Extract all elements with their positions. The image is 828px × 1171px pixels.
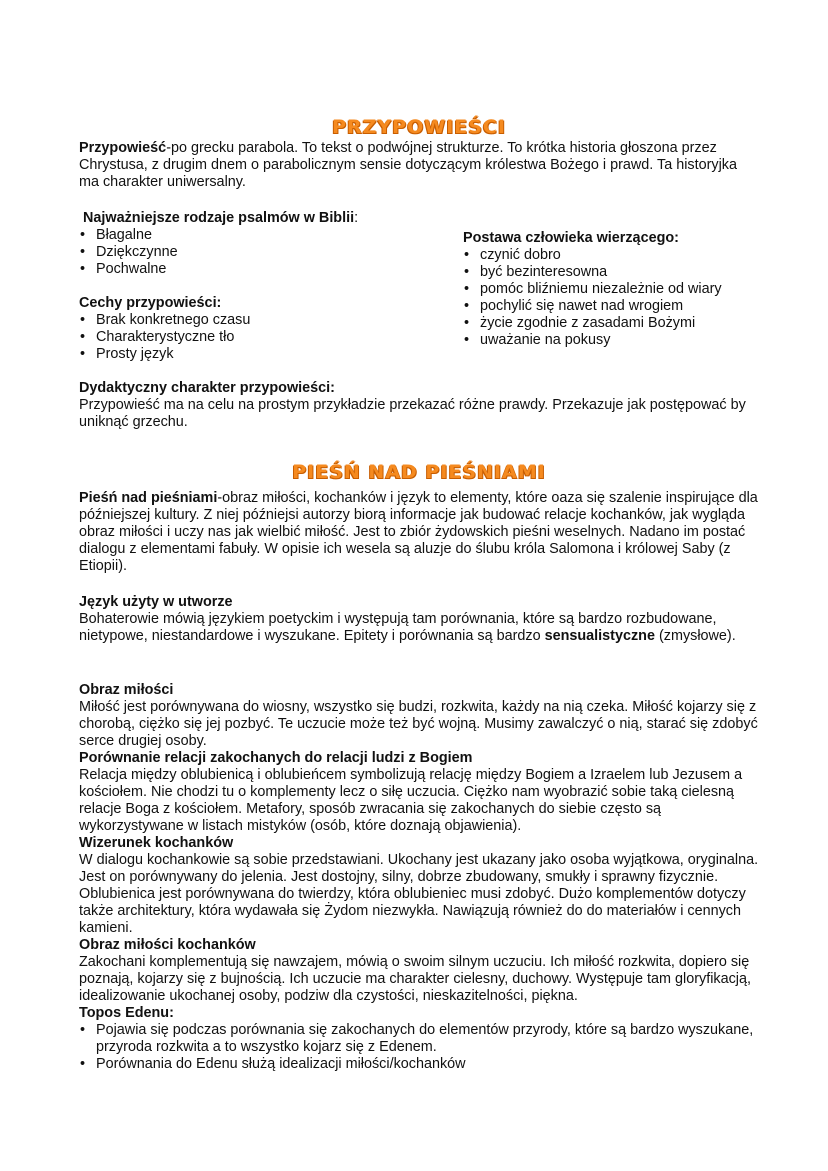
psalm-types-block bbox=[79, 210, 439, 278]
language-heading: Język użyty w utworze bbox=[79, 594, 233, 610]
eden-list bbox=[79, 1022, 759, 1073]
believer-attitude-block bbox=[463, 230, 763, 349]
list-item: • Dziękczynne bbox=[79, 244, 439, 261]
list-item: • Prosty język bbox=[79, 346, 439, 363]
list-item: • Brak konkretnego czasu bbox=[79, 312, 439, 329]
language-suffix: (zmysłowe). bbox=[654, 628, 736, 644]
psalm-types-list bbox=[79, 227, 439, 278]
list-item: • uważanie na pokusy bbox=[463, 332, 763, 349]
psalm-types-heading: Najważniejsze rodzaje psalmów w Biblii bbox=[83, 210, 355, 226]
list-item: • Błagalne bbox=[79, 227, 439, 244]
parable-definition bbox=[79, 140, 759, 191]
list-item: • Charakterystyczne tło bbox=[79, 329, 439, 346]
song-term: Pieśń nad pieśniami bbox=[79, 490, 218, 506]
lovers-love-heading: Obraz miłości kochanków bbox=[79, 937, 256, 953]
comparison-heading: Porównanie relacji zakochanych do relacji ludzi z Bogiem bbox=[79, 750, 473, 766]
parable-term: Przypowieść bbox=[79, 140, 167, 156]
didactic-block bbox=[79, 380, 759, 431]
language-block bbox=[79, 594, 759, 645]
list-item: • pomóc bliźniemu niezależnie od wiary bbox=[463, 281, 763, 298]
song-definition-text: -obraz miłości, kochanków i język to elementy, które oaza się szalenie inspirujące dla późniejszej kultury. Z niej późniejsi autorzy biorą informacje jak budować relacje kochanków, jak wygląda obraz miłości i uczy nas jak wielbić miłość. Jest to zbiór żydowskich pieśni weselnych. Nadano im postać dialogu z elementami fabuły. W opisie ich wesela są aluzje do ślubu króla Salomona i królowej Saby (z Etiopii). bbox=[79, 490, 758, 574]
parable-features-heading: Cechy przypowieści: bbox=[79, 295, 222, 311]
section-title-song-of-songs: PIEŚŃ NAD PIEŚNIAMI bbox=[292, 461, 546, 483]
love-image-text: Miłość jest porównywana do wiosny, wszystko się budzi, rozkwita, każdy na nią czeka. Miłość kojarzy się z chorobą, ciężko się jej pozbyć. Te uczucie może też być wojną. Musimy zawalczyć o nią, starać się zdobyć serce drugiej osoby. bbox=[79, 699, 758, 749]
section-title-parables: PRZYPOWIEŚCI bbox=[332, 116, 506, 138]
lovers-love-text: Zakochani komplementują się nawzajem, mówią o swoim silnym uczuciu. Ich miłość rozkwita, dopiero się poznają, kojarzy się z bujnością. Ich uczucie ma charakter cielesny, duchowy. Występuje tam gloryfikacją, idealizowanie ukochanej osoby, podziw dla czystości, nieskazitelności, piękna. bbox=[79, 954, 751, 1004]
love-image-block bbox=[79, 682, 759, 1073]
parable-features-block bbox=[79, 295, 439, 363]
list-item: • Porównania do Edenu służą idealizacji miłości/kochanków bbox=[79, 1056, 759, 1073]
list-item: • życie zgodnie z zasadami Bożymi bbox=[463, 315, 763, 332]
list-item: • być bezinteresowna bbox=[463, 264, 763, 281]
lovers-image-text: W dialogu kochankowie są sobie przedstawiani. Ukochany jest ukazany jako osoba wyjątkowa, oryginalna. Jest on porównywany do jelenia. Jest dostojny, silny, dobrze zbudowany, smukły i sprawny fizycznie. Oblubienica jest porównywana do twierdzy, która oblubieniec musi zdobyć. Dużo komplementów dotyczy także architektury, która wydawała się Żydom niezwykła. Nawiązują również do do materiałów i cennych kamieni. bbox=[79, 852, 759, 936]
didactic-text: Przypowieść ma na celu na prostym przykładzie przekazać różne prawdy. Przekazuje jak postępować by uniknąć grzechu. bbox=[79, 397, 746, 430]
song-definition bbox=[79, 490, 759, 575]
believer-attitude-heading: Postawa człowieka wierzącego: bbox=[463, 230, 679, 246]
believer-attitude-list bbox=[463, 247, 763, 349]
comparison-text: Relacja między oblubienicą i oblubieńcem symbolizują relację między Bogiem a Izraelem lub Jezusem a kościołem. Nie chodzi tu o komplementy lecz o siłę uczucia. Ciężko nam wyobrazić sobie taką cielesną relacje Boga z kościołem. Metafory, sposób zwracania się zakochanych do siebie często są wykorzystywane w listach mistyków (osób, które doznają objawienia). bbox=[79, 767, 743, 834]
lovers-image-heading: Wizerunek kochanków bbox=[79, 835, 234, 851]
psalm-types-colon: : bbox=[354, 210, 359, 226]
list-item: • pochylić się nawet nad wrogiem bbox=[463, 298, 763, 315]
list-item: • czynić dobro bbox=[463, 247, 763, 264]
love-image-heading: Obraz miłości bbox=[79, 682, 174, 698]
language-text: Bohaterowie mówią językiem poetyckim i występują tam porównania, które są bardzo rozbudowane, nietypowe, niestandardowe i wyszukane. Epitety i porównania są bardzo bbox=[79, 611, 717, 644]
language-bold-term: sensualistyczne bbox=[544, 628, 655, 644]
didactic-heading: Dydaktyczny charakter przypowieści: bbox=[79, 380, 335, 396]
parable-definition-text: -po grecku parabola. To tekst o podwójnej strukturze. To krótka historia głoszona przez Chrystusa, z drugim dnem o parabolicznym sensie dotyczącym królestwa Bożego i prawd. Ta historyjka ma charakter uniwersalny. bbox=[79, 140, 737, 190]
parable-features-list bbox=[79, 312, 439, 363]
list-item: • Pojawia się podczas porównania się zakochanych do elementów przyrody, które są bardzo wyszukane, przyroda rozkwita a to wszystko kojarz się z Edenem. bbox=[79, 1022, 759, 1056]
eden-heading: Topos Edenu: bbox=[79, 1005, 174, 1021]
list-item: • Pochwalne bbox=[79, 261, 439, 278]
